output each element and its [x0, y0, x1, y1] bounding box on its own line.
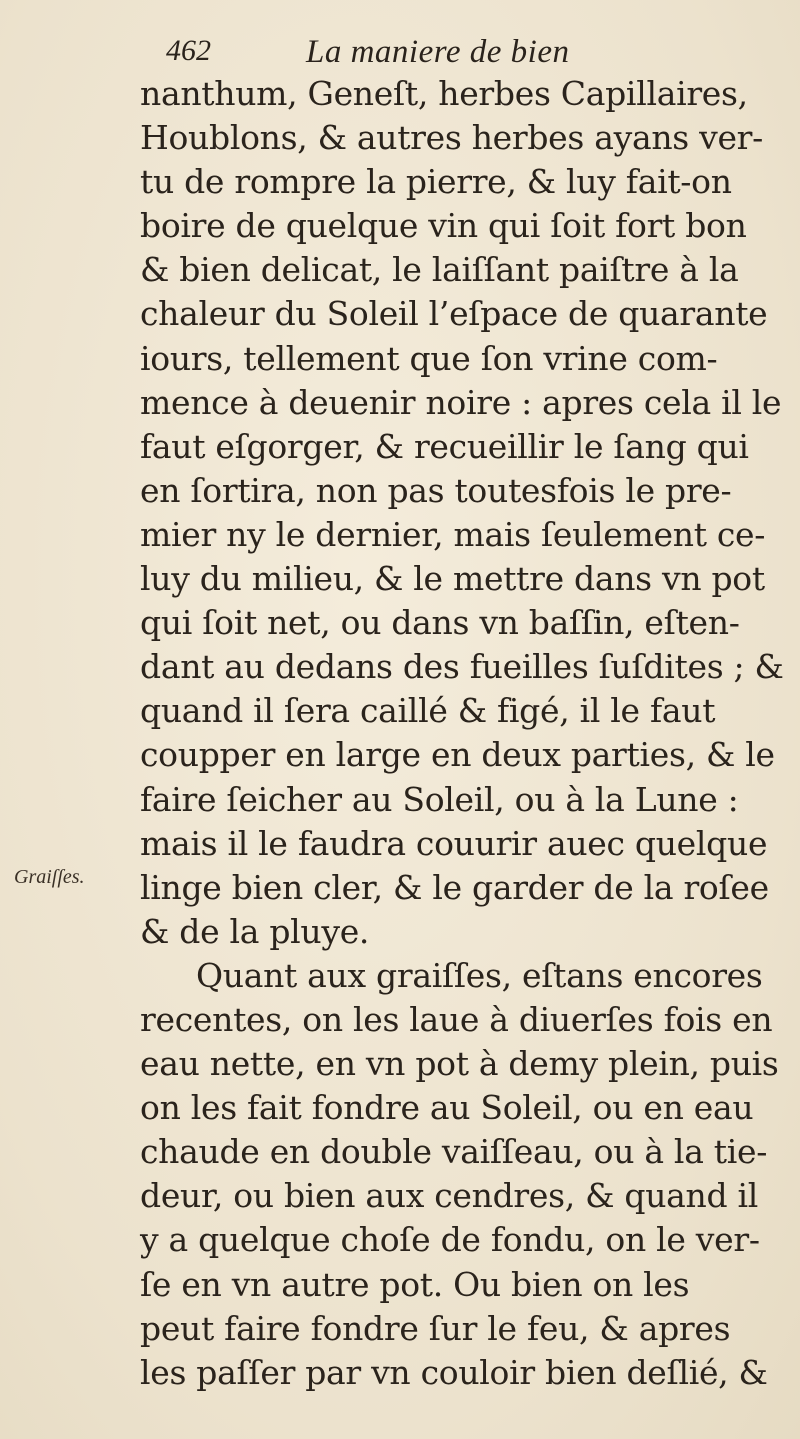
text-line: deur, ou bien aux cendres, & quand il	[140, 1176, 759, 1216]
text-line: chaleur du Soleil l’eſpace de quarante	[140, 294, 768, 334]
text-body	[140, 72, 796, 1395]
running-head-title: La maniere de bien	[306, 34, 570, 70]
text-line: en ſortira, non pas toutesfois le pre-	[140, 470, 732, 510]
text-line: qui ſoit net, ou dans vn baſſin, eſten-	[140, 603, 740, 643]
text-line: mais il le faudra couurir auec quelque	[140, 823, 768, 863]
text-line: quand il ſera caillé & figé, il le faut	[140, 691, 716, 731]
text-line: y a quelque choſe de fondu, on le ver-	[140, 1220, 760, 1260]
text-line: chaude en double vaiſſeau, ou à la tie-	[140, 1132, 768, 1172]
page-number: 462	[166, 34, 211, 67]
text-line: luy du milieu, & le mettre dans vn pot	[140, 559, 765, 599]
text-line: iours, tellement que ſon vrine com-	[140, 338, 718, 378]
paragraph-first-line: Quant aux graiſſes, eſtans encores	[196, 955, 763, 995]
text-line: & de la pluye.	[140, 911, 370, 951]
text-line: & bien delicat, le laiſſant paiſtre à la	[140, 250, 739, 290]
text-line: tu de rompre la pierre, & luy fait-on	[140, 162, 732, 202]
text-line: recentes, on les laue à diuerſes fois en	[140, 999, 773, 1039]
text-line: ſe en vn autre pot. Ou bien on les	[140, 1264, 690, 1304]
marginal-note: Graiſſes.	[14, 866, 85, 888]
text-line: mier ny le dernier, mais ſeulement ce-	[140, 514, 766, 554]
text-line: coupper en large en deux parties, & le	[140, 735, 775, 775]
text-line: boire de quelque vin qui ſoit fort bon	[140, 206, 747, 246]
text-line: mence à deuenir noire : apres cela il le	[140, 382, 782, 422]
text-line: faire ſeicher au Soleil, ou à la Lune :	[140, 779, 739, 819]
text-line: on les fait fondre au Soleil, ou en eau	[140, 1088, 754, 1128]
text-line: faut eſgorger, & recueillir le ſang qui	[140, 426, 749, 466]
text-line: nanthum, Geneſt, herbes Capillaires,	[140, 74, 748, 113]
text-line: peut faire fondre ſur le feu, & apres	[140, 1308, 731, 1348]
text-line: dant au dedans des fueilles ſuſdites ; &	[140, 647, 784, 687]
text-line: Houblons, & autres herbes ayans ver-	[140, 118, 764, 158]
text-line: linge bien cler, & le garder de la roſee	[140, 867, 769, 907]
text-line: eau nette, en vn pot à demy plein, puis	[140, 1044, 779, 1084]
text-line: les paſſer par vn couloir bien deſlié, &	[140, 1352, 768, 1392]
